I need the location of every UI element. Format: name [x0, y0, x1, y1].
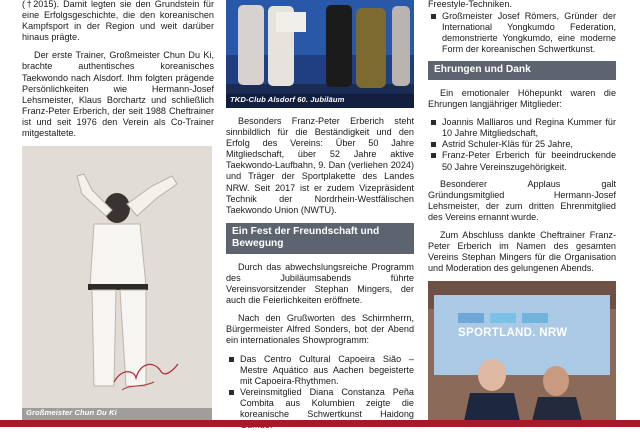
photo-sportland: [428, 281, 616, 421]
paragraph: Besonderer Applaus galt Gründungsmitglied Hermann-Josef Lehsmeister, der zum dritten Ehrenmitglied des Vereins ernannt wurde.: [428, 178, 616, 222]
demo-list: [428, 11, 616, 55]
sportland-photo-image: [428, 281, 616, 421]
paragraph: Durch das abwechslungsreiche Programm des Jubiläumsabends führte Vereinsvorsitzender Stephan Mingers, der auch die Feierlichkeiten eröffnete.: [226, 261, 414, 306]
section-heading: Ehrungen und Dank: [428, 61, 616, 80]
paragraph: Besonders Franz-Peter Erberich steht sinnbildlich für die Beständigkeit und den Erfolg des Vereins: Über 50 Jahre Mitgliedschaft, über 52 Jahre aktive Taekwondo-Laufbahn, 9. Dan (verliehen 2024) und Träger der Sportplakette des Landes NRW. Seit 2017 ist er zudem Vizepräsident Technik der Nordrhein-Westfälischen Taekwondo Union (NWTU).: [226, 116, 414, 215]
photo-club-jubilee: [226, 0, 414, 108]
article-column-1: [22, 0, 214, 421]
photo-caption: Großmeister Chun Du Ki: [26, 408, 117, 418]
grandmaster-photo-image: [22, 146, 212, 421]
list-item: Das Centro Cultural Capoeira Sião – Mestre Aquático aus Aachen begeisterte mit Capoeira-Rhythmen.: [226, 354, 414, 387]
paragraph: Nach den Grußworten des Schirmherrn, Bürgermeister Alfred Sonders, bot der Abend ein internationales Showprogramm:: [226, 313, 414, 346]
paragraph: Zum Abschluss dankte Cheftrainer Franz-Peter Erberich im Namen des gesamten Vereins Stephan Mingers für die Organisation und Moderation des gelungenen Abends.: [428, 230, 616, 274]
paragraph: (†2015). Damit legten sie den Grundstein für eine Erfolgsgeschichte, die den koreanischen Kampfsport in der Region und weit darüber hinaus prägte.: [22, 0, 214, 43]
list-item: Joannis Malliaros und Regina Kummer für 10 Jahre Mitgliedschaft,: [428, 117, 616, 139]
paragraph: Freestyle-Techniken.: [428, 0, 512, 9]
paragraph: Ein emotionaler Höhepunkt waren die Ehrungen langjähriger Mitglieder:: [428, 87, 616, 110]
list-item: Vereinsmitglied Diana Constanza Peña Combita aus Kolumbien zeigte die koreanische Schwertkunst Haidong: [226, 387, 414, 431]
jubilee-photo-image: [226, 0, 414, 108]
paragraph: Der erste Trainer, Großmeister Chun Du Ki, brachte authentisches koreanisches Taekwondo nach Alsdorf. Ihm folgten prägende Persönlichkeiten wie Hermann-Josef Lehsmeister, Klaus Borchartz und schließlich Franz-Peter Erberich, der seit 1988 Cheftrainer ist und seit 1976 den Verein als Co-Trainer mitgestaltete.: [22, 50, 214, 139]
list-item: Großmeister Josef Römers, Gründer der International Yongkumdo Federation, demonstrierte Yongkumdo, eine moderne Form der koreanischen Schwertkunst.: [428, 11, 616, 55]
list-item: Franz-Peter Erberich für beeindruckende 50 Jahre Vereinszugehörigkeit.: [428, 150, 616, 172]
footer-bar: [0, 420, 640, 427]
section-heading: Ein Fest der Freundschaft und Bewegung: [226, 223, 414, 254]
photo-grandmaster: [22, 146, 212, 421]
list-item: Astrid Schuler-Kläs für 25 Jahre,: [428, 139, 616, 150]
sportland-banner-text: SPORTLAND. NRW: [458, 327, 568, 340]
article-column-2: [226, 0, 414, 437]
article-column-3: [428, 0, 616, 421]
photo-caption: TKD-Club Alsdorf 60. Jubiläum: [230, 94, 345, 104]
honors-list: [428, 117, 616, 172]
